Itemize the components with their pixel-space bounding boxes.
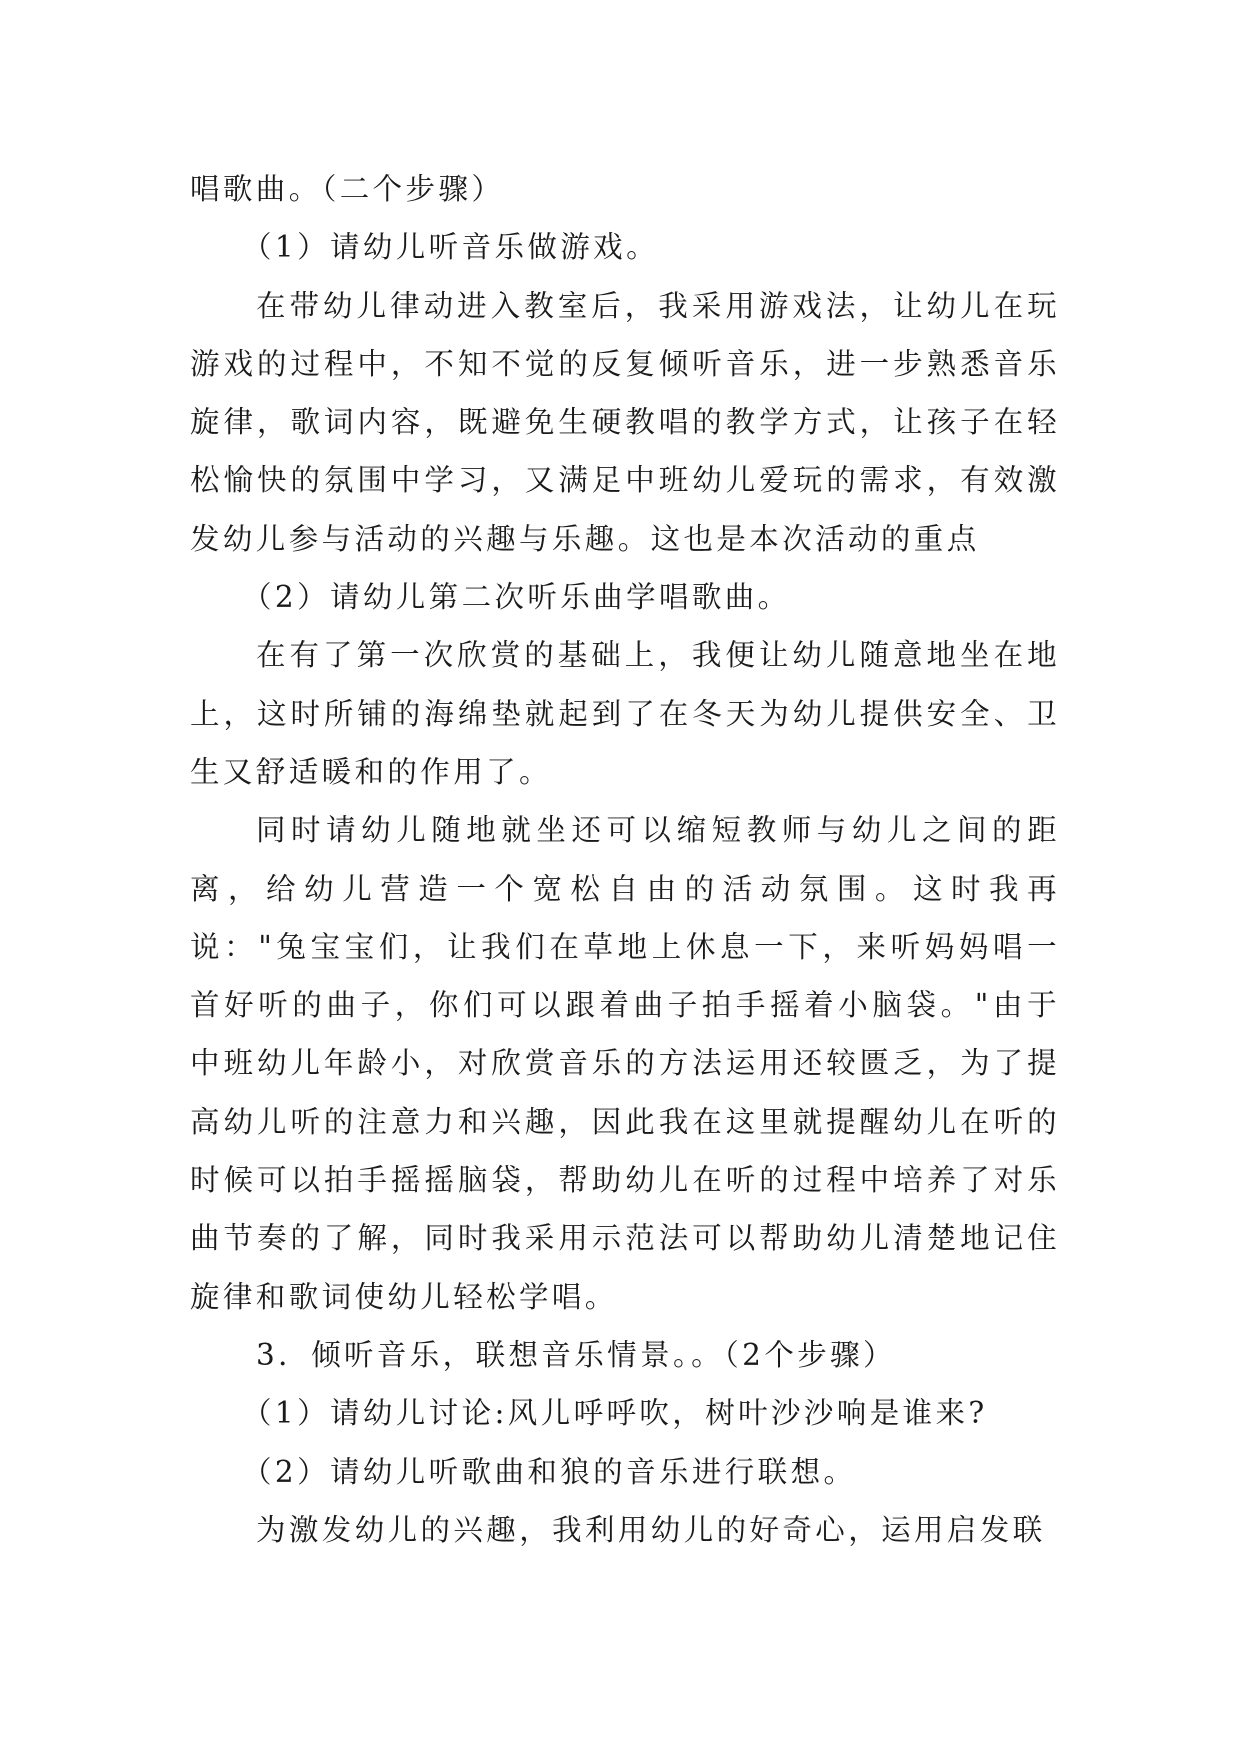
paragraph-inspiration: 为激发幼儿的兴趣，我利用幼儿的好奇心，运用启发联 (256, 1512, 1046, 1547)
paragraph-step-1: （1）请幼儿听音乐做游戏。 (242, 230, 659, 265)
paragraph-discussion: （1）请幼儿讨论:风儿呼呼吹，树叶沙沙响是谁来? (242, 1396, 988, 1431)
paragraph-seating: 同时请幼儿随地就坐还可以缩短教师与幼儿之间的距离，给幼儿营造一个宽松自由的活动氛围。这时我再说："兔宝宝们，让我们在草地上休息一下，来听妈妈唱一首好听的曲子，你们可以跟着曲子拍手摇着小脑袋。"由于中班幼儿年龄小，对欣赏音乐的方法运用还较匮乏，为了提高幼儿听的注意力和兴趣，因此我在这里就提醒幼儿在听的时候可以拍手摇摇脑袋，帮助幼儿在听的过程中培养了对乐曲节奏的了解，同时我采用示范法可以帮助幼儿清楚地记住旋律和歌词使幼儿轻松学唱。 (190, 813, 1060, 1314)
paragraph-continuation: 唱歌曲。（二个步骤） (190, 172, 505, 206)
paragraph-association: （2）请幼儿听歌曲和狼的音乐进行联想。 (242, 1454, 857, 1489)
paragraph-step-2: （2）请幼儿第二次听乐曲学唱歌曲。 (242, 580, 791, 615)
paragraph-game-method: 在带幼儿律动进入教室后，我采用游戏法，让幼儿在玩游戏的过程中，不知不觉的反复倾听音乐，进一步熟悉音乐旋律，歌词内容，既避免生硬教唱的教学方式，让孩子在轻松愉快的氛围中学习，又满足中班幼儿爱玩的需求，有效激发幼儿参与活动的兴趣与乐趣。这也是本次活动的重点 (190, 288, 1060, 556)
paragraph-appreciation: 在有了第一次欣赏的基础上，我便让幼儿随意地坐在地上，这时所铺的海绵垫就起到了在冬天为幼儿提供安全、卫生又舒适暖和的作用了。 (190, 638, 1060, 789)
paragraph-section-3: 3．倾听音乐，联想音乐情景。。（2个步骤） (256, 1337, 896, 1372)
document-body (190, 160, 1060, 1559)
